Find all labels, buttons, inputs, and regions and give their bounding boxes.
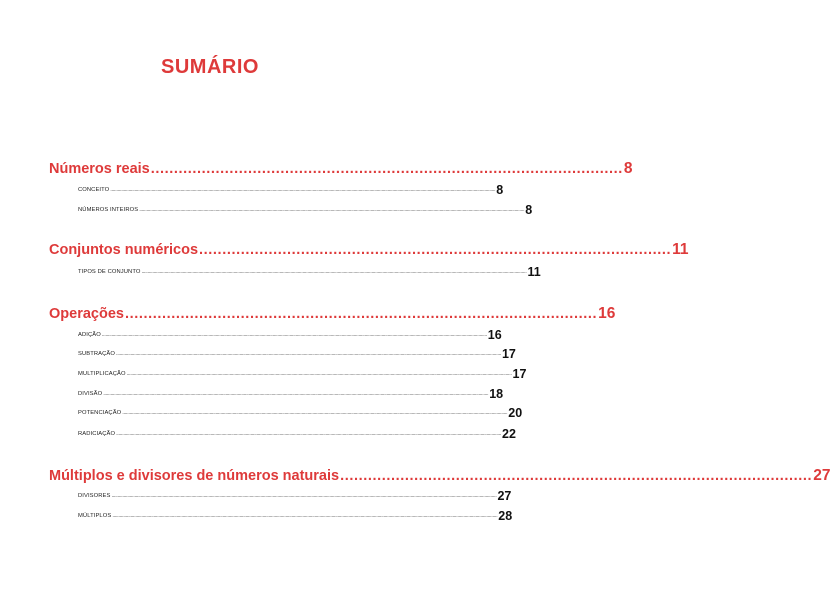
dot-leader: .............................................................................................................................................................................................................................................................................................................................. (110, 187, 496, 193)
toc-item-divisores[interactable] (78, 489, 512, 503)
dot-leader: ...................................................................................................... (199, 242, 672, 258)
dot-leader: .............................................................................................................................................................................................................................................................................................................................. (126, 371, 512, 377)
item-page-number: 18 (489, 387, 504, 401)
item-page-number: 17 (512, 367, 527, 381)
dot-leader: .............................................................................................................................................................................................................................................................................................................................. (116, 431, 502, 437)
item-page-number: 28 (498, 509, 513, 523)
toc-item-adicao[interactable] (78, 328, 502, 342)
toc-item-subtracao[interactable] (78, 347, 516, 361)
toc-item-multiplos[interactable] (78, 509, 513, 523)
toc-item-potenciacao[interactable] (78, 406, 523, 420)
item-label: MÚLTIPLOS (78, 513, 112, 519)
toc-section-numeros-reais[interactable] (49, 160, 633, 178)
item-page-number: 8 (496, 183, 504, 197)
item-label: DIVISORES (78, 493, 111, 499)
item-label: TIPOS DE CONJUNTO (78, 269, 141, 275)
item-label: POTENCIAÇÃO (78, 410, 122, 416)
item-label: MULTIPLICAÇÃO (78, 371, 126, 377)
item-label: DIVISÃO (78, 391, 103, 397)
item-label: SUBTRAÇÃO (78, 351, 115, 357)
section-label: Conjuntos numéricos (49, 242, 199, 258)
item-page-number: 27 (497, 489, 512, 503)
page-title: SUMÁRIO (161, 56, 259, 78)
dot-leader: ...................................................................................................... (150, 161, 623, 177)
dot-leader: .............................................................................................................................................................................................................................................................................................................................. (111, 493, 497, 499)
dot-leader: .............................................................................................................................................................................................................................................................................................................................. (101, 332, 487, 338)
toc-item-conceito[interactable] (78, 183, 504, 197)
item-page-number: 22 (502, 427, 516, 441)
toc-section-operacoes[interactable] (49, 305, 616, 323)
dot-leader: ...................................................................................................... (124, 306, 598, 322)
section-page-number: 8 (623, 160, 633, 177)
toc-item-numeros-inteiros[interactable] (78, 203, 533, 217)
toc-item-multiplicacao[interactable] (78, 367, 527, 381)
section-label: Números reais (49, 161, 150, 177)
section-label: Operações (49, 306, 124, 322)
toc-item-tipos-de-conjunto[interactable] (78, 265, 541, 279)
dot-leader: .............................................................................................................................................................................................................................................................................................................................. (141, 269, 527, 275)
item-label: RADICIAÇÃO (78, 431, 116, 437)
toc-section-conjuntos-numericos[interactable] (49, 241, 689, 259)
section-page-number: 16 (598, 305, 616, 322)
dot-leader: .............................................................................................................................................................................................................................................................................................................................. (103, 391, 489, 397)
dot-leader: .............................................................................................................................................................................................................................................................................................................................. (122, 410, 508, 416)
toc-item-radiciacao[interactable] (78, 427, 516, 441)
section-page-number: 11 (672, 241, 689, 258)
dot-leader: .............................................................................................................................................................................................................................................................................................................................. (139, 207, 525, 213)
item-label: CONCEITO (78, 187, 110, 193)
item-label: ADIÇÃO (78, 332, 101, 338)
dot-leader: ...................................................................................................... (340, 468, 813, 484)
toc-section-multiplos-e-divisores[interactable] (49, 467, 830, 485)
item-page-number: 8 (525, 203, 533, 217)
item-page-number: 16 (487, 328, 502, 342)
dot-leader: .............................................................................................................................................................................................................................................................................................................................. (112, 513, 498, 519)
toc-item-divisao[interactable] (78, 387, 504, 401)
item-label: NÚMEROS INTEIROS (78, 207, 139, 213)
section-page-number: 27 (813, 467, 830, 484)
dot-leader: .............................................................................................................................................................................................................................................................................................................................. (115, 351, 501, 357)
item-page-number: 17 (501, 347, 516, 361)
item-page-number: 11 (527, 265, 541, 279)
item-page-number: 20 (508, 406, 523, 420)
section-label: Múltiplos e divisores de números naturais (49, 468, 340, 484)
